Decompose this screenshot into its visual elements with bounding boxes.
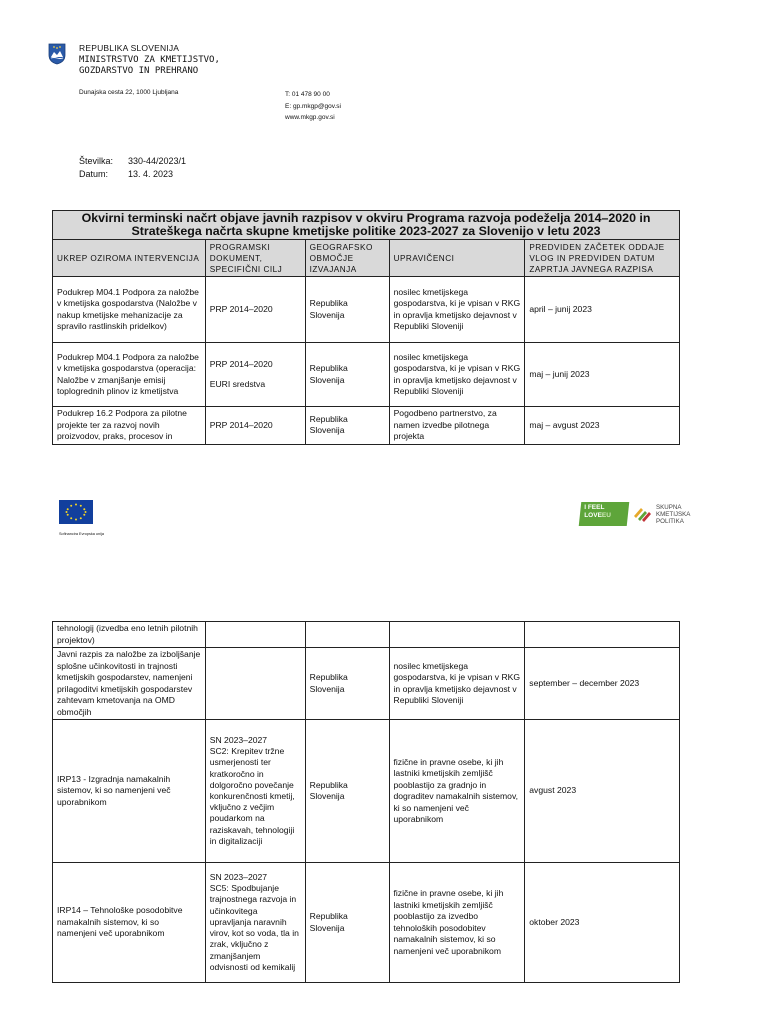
skp-line-2: KMETIJSKA [656, 511, 691, 518]
contact-block [285, 89, 341, 124]
cell-document [205, 343, 305, 407]
cell-document: PRP 2014–2020 [205, 277, 305, 343]
cell-document-line-1: PRP 2014–2020 [209, 359, 273, 369]
cell-period: maj – avgust 2023 [525, 407, 680, 445]
i-feel-love-eu-logo [579, 502, 630, 526]
cell-document: SN 2023–2027 SC5: Spodbujanje trajnostnega razvoja in učinkovitega upravljanja naravnih virov, kot so voda, tla in zrak, vključno z zmanjšanjem odvisnosti od kemikalij [205, 863, 305, 983]
email: E: gp.mkgp@gov.si [285, 102, 341, 110]
col-header-document: PROGRAMSKI DOKUMENT, SPECIFIČNI CILJ [205, 240, 305, 277]
eu-text: EU [601, 512, 611, 519]
cell-measure: Podukrep M04.1 Podpora za naložbe v kmetijska gospodarstva (Naložbe v nakup kmetijske mehanizacije za spravilo rastlinskih pridelkov) [53, 277, 206, 343]
cell-area: Republika Slovenija [305, 277, 389, 343]
cell-period: oktober 2023 [525, 863, 680, 983]
cell-area [305, 622, 389, 648]
cell-document [205, 622, 305, 648]
cell-area: Republika Slovenija [305, 648, 389, 720]
phone: T: 01 478 90 00 [285, 91, 330, 98]
cell-beneficiaries [389, 622, 525, 648]
cell-beneficiaries: nosilec kmetijskega gospodarstva, ki je vpisan v RKG in opravlja kmetijsko dejavnost v Republiki Sloveniji [389, 648, 525, 720]
ministry-line-1: MINISTRSTVO ZA KMETIJSTVO, [79, 55, 220, 65]
ministry-name [79, 55, 220, 77]
schedule-table-page-1 [52, 210, 680, 445]
col-header-period: PREDVIDEN ZAČETEK ODDAJE VLOG IN PREDVIDEN DATUM ZAPRTJA JAVNEGA RAZPISA [525, 240, 680, 277]
skp-text [656, 504, 690, 525]
cell-measure: Podukrep M04.1 Podpora za naložbe v kmetijska gospodarstva (operacija: Naložbe v zmanjšanje emisij toplogrednih plinov iz kmetijstva [53, 343, 206, 407]
cell-period: april – junij 2023 [525, 277, 680, 343]
cell-beneficiaries: fizične in pravne osebe, ki jih lastniki kmetijskih zemljišč pooblastijo za gradnjo in dograditev namakalnih sistemov, ki so namenjeni več uporabnikom [389, 720, 525, 863]
table-title: Okvirni terminski načrt objave javnih razpisov v okviru Programa razvoja podeželja 2014–2020 in Strateškega načrta skupne kmetijske politike 2023-2027 za Slovenijo v letu 2023 [53, 211, 680, 240]
cell-document: PRP 2014–2020 [205, 407, 305, 445]
document-meta [79, 155, 186, 181]
cell-beneficiaries: fizične in pravne osebe, ki jih lastniki kmetijskih zemljišč pooblastijo za izvedbo tehnoloških posodobitev namakalnih sistemov, ki so namenjeni več uporabnikom [389, 863, 525, 983]
cell-area: Republika Slovenija [305, 343, 389, 407]
cell-document [205, 648, 305, 720]
number-label: Številka: [79, 156, 114, 166]
table-row [53, 343, 680, 407]
cell-area: Republika Slovenija [305, 863, 389, 983]
table-row [53, 720, 680, 863]
cell-measure: tehnologij (izvedba eno letnih pilotnih projektov) [53, 622, 206, 648]
cell-measure: Podukrep 16.2 Podpora za pilotne projekte ter za razvoj novih proizvodov, praks, procesov in [53, 407, 206, 445]
date-value: 13. 4. 2023 [128, 169, 174, 179]
eu-logo [59, 500, 104, 536]
cell-period: maj – junij 2023 [525, 343, 680, 407]
skp-line-3: POLITIKA [656, 518, 684, 525]
table-row [53, 277, 680, 343]
cell-measure: IRP14 – Tehnološke posodobitve namakalnih sistemov, ki so namenjeni več uporabnikom [53, 863, 206, 983]
love-text: LOVE [584, 512, 602, 519]
cell-period [525, 622, 680, 648]
cell-document: SN 2023–2027 SC2: Krepitev tržne usmerjenosti ter kratkoročno in dolgoročno povečanje konkurenčnosti kmetij, vključno z večjim poudarkom na raziskavah, tehnologiji in digitalizaciji [205, 720, 305, 863]
date-label: Datum: [79, 169, 109, 179]
cell-document-line-2: EURI sredstva [209, 378, 266, 389]
eu-caption: Sofinancira Evropska unija [59, 532, 104, 536]
table-row [53, 863, 680, 983]
ministry-line-2: GOZDARSTVO IN PREHRANO [79, 66, 199, 76]
cell-measure: Javni razpis za naložbe za izboljšanje splošne učinkovitosti in trajnosti kmetijskih gospodarstev, namenjeni prilagoditvi kmetijskih gospodarstev zahtevam kmetovanja na OMD območjih [53, 648, 206, 720]
cell-beneficiaries: nosilec kmetijskega gospodarstva, ki je vpisan v RKG in opravlja kmetijsko dejavnost v Republiki Sloveniji [389, 277, 525, 343]
table-row [53, 622, 680, 648]
i-feel-text: I FEEL [584, 504, 605, 511]
number-value: 330-44/2023/1 [128, 156, 187, 166]
cell-period: september – december 2023 [525, 648, 680, 720]
col-header-measure: UKREP OZIROMA INTERVENCIJA [53, 240, 206, 277]
skp-stripes-icon [632, 504, 654, 522]
cell-measure: IRP13 - Izgradnja namakalnih sistemov, ki so namenjeni več uporabnikom [53, 720, 206, 863]
cell-period: avgust 2023 [525, 720, 680, 863]
address: Dunajska cesta 22, 1000 Ljubljana [79, 89, 179, 96]
cell-beneficiaries: nosilec kmetijskega gospodarstva, ki je vpisan v RKG in opravlja kmetijsko dejavnost v Republiki Sloveniji [389, 343, 525, 407]
skp-line-1: SKUPNA [656, 504, 682, 511]
cell-area: Republika Slovenija [305, 407, 389, 445]
col-header-area: GEOGRAFSKO OBMOČJE IZVAJANJA [305, 240, 389, 277]
republic-name: REPUBLIKA SLOVENIJA [79, 43, 180, 53]
schedule-table-page-2 [52, 621, 680, 983]
cell-beneficiaries: Pogodbeno partnerstvo, za namen izvedbe pilotnega projekta [389, 407, 525, 445]
eu-flag-icon [59, 500, 93, 524]
table-row [53, 648, 680, 720]
col-header-beneficiaries: UPRAVIČENCI [389, 240, 525, 277]
cell-area: Republika Slovenija [305, 720, 389, 863]
website: www.mkgp.gov.si [285, 114, 335, 121]
coat-of-arms-icon [48, 43, 66, 65]
table-row [53, 407, 680, 445]
